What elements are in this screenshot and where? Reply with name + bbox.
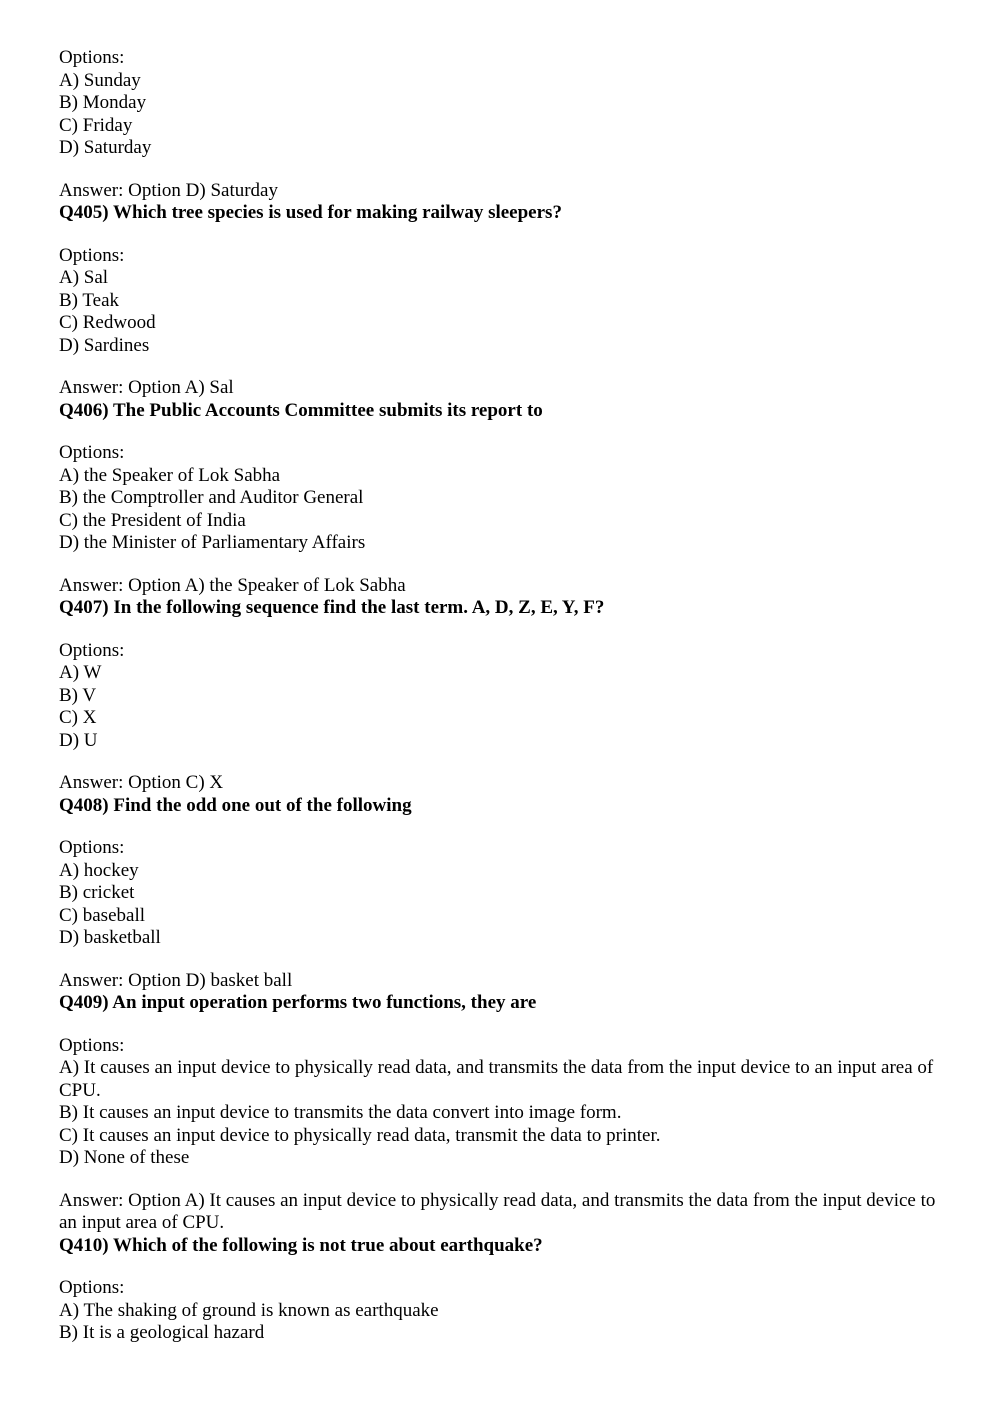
option-b: B) V xyxy=(59,684,97,706)
option-b: B) Teak xyxy=(59,289,120,311)
options-label: Options: xyxy=(59,837,125,858)
option-a: A) The shaking of ground is known as earthquake xyxy=(59,1299,439,1321)
answer: Answer: Option A) It causes an input device to physically read data, and transmits the data from the input device to an input area of CPU. xyxy=(59,1189,936,1233)
option-a: A) hockey xyxy=(59,859,139,881)
option-b: B) cricket xyxy=(59,882,135,903)
option-b: B) It causes an input device to transmits the data convert into image form. xyxy=(59,1102,622,1123)
options-label: Options: xyxy=(59,442,125,463)
question-block-410 xyxy=(59,1235,939,1345)
options-label: Options: xyxy=(59,639,125,661)
question-block-406 xyxy=(59,400,939,598)
question-block-409 xyxy=(59,992,939,1235)
document-page xyxy=(59,47,939,1345)
answer: Answer: Option D) basket ball xyxy=(59,969,293,991)
answer: Answer: Option D) Saturday xyxy=(59,179,278,201)
question-block-408 xyxy=(59,795,939,993)
options-label: Options: xyxy=(59,244,125,266)
option-d: D) Sardines xyxy=(59,334,150,356)
question-text: Q409) An input operation performs two functions, they are xyxy=(59,992,537,1013)
option-c: C) the President of India xyxy=(59,509,246,531)
spacer xyxy=(59,555,939,575)
option-a: A) Sal xyxy=(59,267,109,288)
spacer xyxy=(59,357,939,377)
question-text: Q410) Which of the following is not true about earthquake? xyxy=(59,1234,543,1256)
question-block-404 xyxy=(59,47,939,202)
spacer xyxy=(59,752,939,772)
spacer xyxy=(59,817,939,837)
option-c: C) Redwood xyxy=(59,312,156,333)
option-d: D) basketball xyxy=(59,927,161,948)
question-text: Q408) Find the odd one out of the following xyxy=(59,794,412,816)
option-a: A) It causes an input device to physically read data, and transmits the data from the input device to an input area of CPU. xyxy=(59,1057,934,1101)
question-text: Q405) Which tree species is used for making railway sleepers? xyxy=(59,202,562,223)
option-a: A) Sunday xyxy=(59,69,141,91)
spacer xyxy=(59,950,939,970)
option-a: A) the Speaker of Lok Sabha xyxy=(59,464,281,486)
option-d: D) U xyxy=(59,729,98,751)
spacer xyxy=(59,160,939,180)
option-d: D) Saturday xyxy=(59,137,152,158)
answer: Answer: Option A) the Speaker of Lok Sabha xyxy=(59,574,406,596)
option-c: C) X xyxy=(59,707,97,728)
answer: Answer: Option A) Sal xyxy=(59,377,234,398)
question-text: Q406) The Public Accounts Committee submits its report to xyxy=(59,399,543,421)
option-c: C) baseball xyxy=(59,904,146,926)
spacer xyxy=(59,620,939,640)
options-label: Options: xyxy=(59,1034,125,1056)
options-label: Options: xyxy=(59,1277,125,1298)
answer: Answer: Option C) X xyxy=(59,772,224,793)
option-d: D) the Minister of Parliamentary Affairs xyxy=(59,532,366,553)
spacer xyxy=(59,225,939,245)
spacer xyxy=(59,422,939,442)
option-b: B) It is a geological hazard xyxy=(59,1322,265,1343)
question-block-407 xyxy=(59,597,939,795)
option-b: B) Monday xyxy=(59,92,147,113)
option-b: B) the Comptroller and Auditor General xyxy=(59,487,364,508)
spacer xyxy=(59,1170,939,1190)
spacer xyxy=(59,1015,939,1035)
question-block-405 xyxy=(59,202,939,400)
spacer xyxy=(59,1257,939,1277)
option-c: C) It causes an input device to physically read data, transmit the data to printer. xyxy=(59,1124,661,1146)
option-a: A) W xyxy=(59,662,102,683)
options-label: Options: xyxy=(59,47,125,68)
option-d: D) None of these xyxy=(59,1147,190,1168)
option-c: C) Friday xyxy=(59,114,133,136)
question-text: Q407) In the following sequence find the last term. A, D, Z, E, Y, F? xyxy=(59,597,605,618)
